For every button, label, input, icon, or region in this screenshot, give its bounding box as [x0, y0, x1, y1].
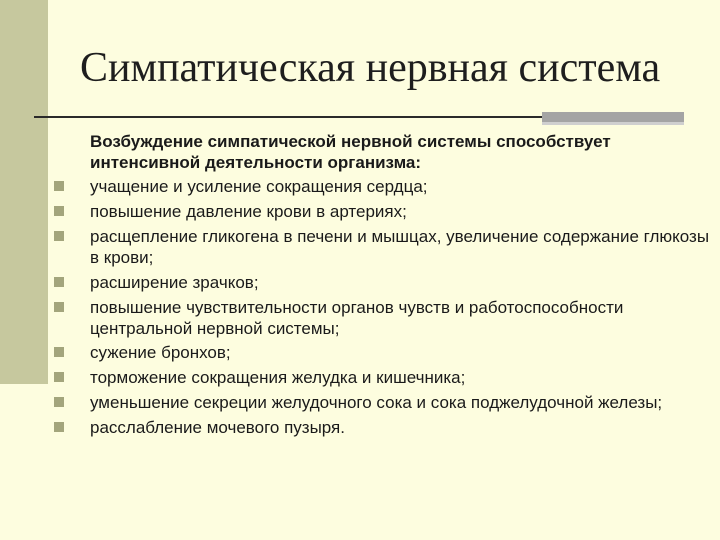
slide-title: Симпатическая нервная система [80, 45, 661, 91]
list-item-text: расширение зрачков; [90, 272, 259, 292]
title-divider-strip [542, 122, 684, 125]
square-bullet-icon [54, 181, 64, 191]
list-item [54, 176, 714, 197]
square-bullet-icon [54, 372, 64, 382]
square-bullet-icon [54, 206, 64, 216]
effects-list [54, 176, 714, 438]
list-item [54, 201, 714, 222]
list-item-text: расщепление гликогена в печени и мышцах, увеличение содержание глюкозы в крови; [90, 226, 710, 267]
list-item-text: сужение бронхов; [90, 343, 231, 363]
left-decor-bar [0, 0, 48, 384]
list-item-text: уменьшение секреции желудочного сока и сока поджелудочной железы; [90, 393, 663, 413]
square-bullet-icon [54, 397, 64, 407]
square-bullet-icon [54, 302, 64, 312]
title-divider-line [34, 116, 542, 118]
square-bullet-icon [54, 347, 64, 357]
list-item-text: учащение и усиление сокращения сердца; [90, 177, 428, 196]
list-item-text: торможение сокращения желудка и кишечника; [90, 368, 466, 388]
slide-body [54, 131, 714, 442]
square-bullet-icon [54, 422, 64, 432]
lead-text: Возбуждение симпатической нервной системы способствует интенсивной деятельности организма: [90, 132, 611, 172]
list-item-text: повышение давление крови в артериях; [90, 201, 407, 221]
list-item [54, 417, 714, 438]
list-item [54, 342, 714, 363]
list-item-text: расслабление мочевого пузыря. [90, 418, 345, 438]
title-divider-block [542, 112, 684, 122]
list-item [54, 367, 714, 388]
list-item [54, 226, 714, 268]
list-item [54, 392, 714, 413]
list-item [54, 297, 714, 339]
square-bullet-icon [54, 231, 64, 241]
square-bullet-icon [54, 277, 64, 287]
list-item-text: повышение чувствительности органов чувств и работоспособности центральной нервной системы; [90, 297, 624, 338]
list-item [54, 272, 714, 293]
